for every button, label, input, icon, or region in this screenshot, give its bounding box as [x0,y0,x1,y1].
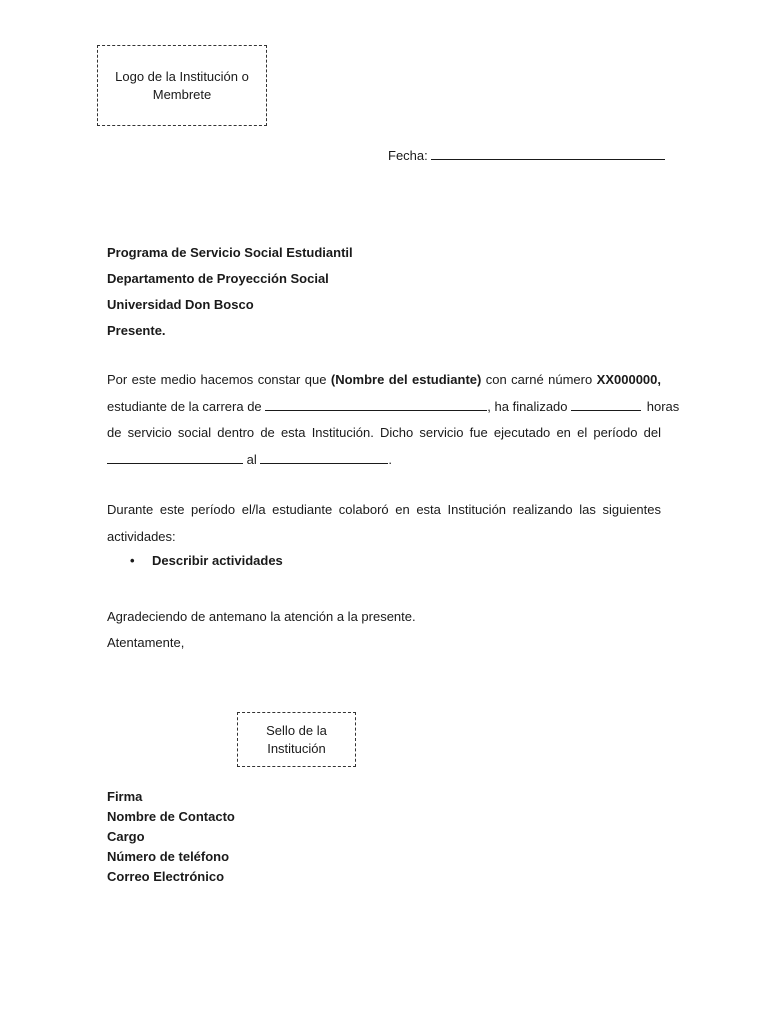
seal-placeholder-text: Sello de la Institución [266,722,327,756]
p1-text-a: Por este medio hacemos constar que [107,372,327,387]
p1-line-2 [107,394,680,421]
seal-placeholder-box [237,712,356,767]
signature-phone: Número de teléfono [107,849,230,864]
career-blank [265,399,487,411]
signature-contact-name: Nombre de Contacto [107,809,235,824]
p2-text-b: actividades: [107,528,176,544]
p1-line-3 [107,420,661,447]
logo-placeholder-box [97,45,267,126]
p2-text-a: Durante este período el/la estudiante colaboró en esta Institución realizando las siguientes [107,502,661,517]
p1-text-e: horas [646,398,680,414]
recipient-presente: Presente. [107,323,166,338]
carnet-placeholder: XX000000, [596,372,661,387]
p1-line-4 [107,447,661,474]
signature-position: Cargo [107,829,145,844]
period-end-blank [260,452,388,464]
activity-description: Describir actividades [152,553,283,568]
p1-text-b: con carné número [485,372,593,387]
date-line [388,148,665,163]
hours-blank [571,399,641,411]
student-name-placeholder: (Nombre del estudiante) [330,372,482,387]
recipient-program: Programa de Servicio Social Estudiantil [107,245,353,260]
bullet-icon: • [130,553,135,568]
p1-line-1 [107,367,661,394]
body-paragraph-2 [107,497,661,550]
closing-thanks: Agradeciendo de antemano la atención a la presente. [107,609,416,624]
recipient-block [107,240,353,344]
p1-text-f: de servicio social dentro de esta Institución. Dicho servicio fue ejecutado en el período del [107,425,661,440]
p1-text-h: . [388,451,392,467]
p1-text-d: , ha finalizado [487,398,568,414]
p2-line-1 [107,497,661,524]
activity-bullet-item [130,553,283,568]
date-blank [431,148,665,160]
signature-email: Correo Electrónico [107,869,225,884]
body-paragraph-1 [107,367,680,473]
closing-block [107,604,416,656]
recipient-department: Departamento de Proyección Social [107,271,329,286]
p2-line-2 [107,524,661,551]
date-label: Fecha: [388,148,428,163]
period-start-blank [107,452,243,464]
closing-regards: Atentamente, [107,635,185,650]
signature-block [107,787,235,887]
signature-firma: Firma [107,789,143,804]
p1-text-g: al [246,451,257,467]
recipient-university: Universidad Don Bosco [107,297,254,312]
p1-text-c: estudiante de la carrera de [107,398,262,414]
logo-placeholder-text: Logo de la Institución o Membrete [115,68,249,102]
